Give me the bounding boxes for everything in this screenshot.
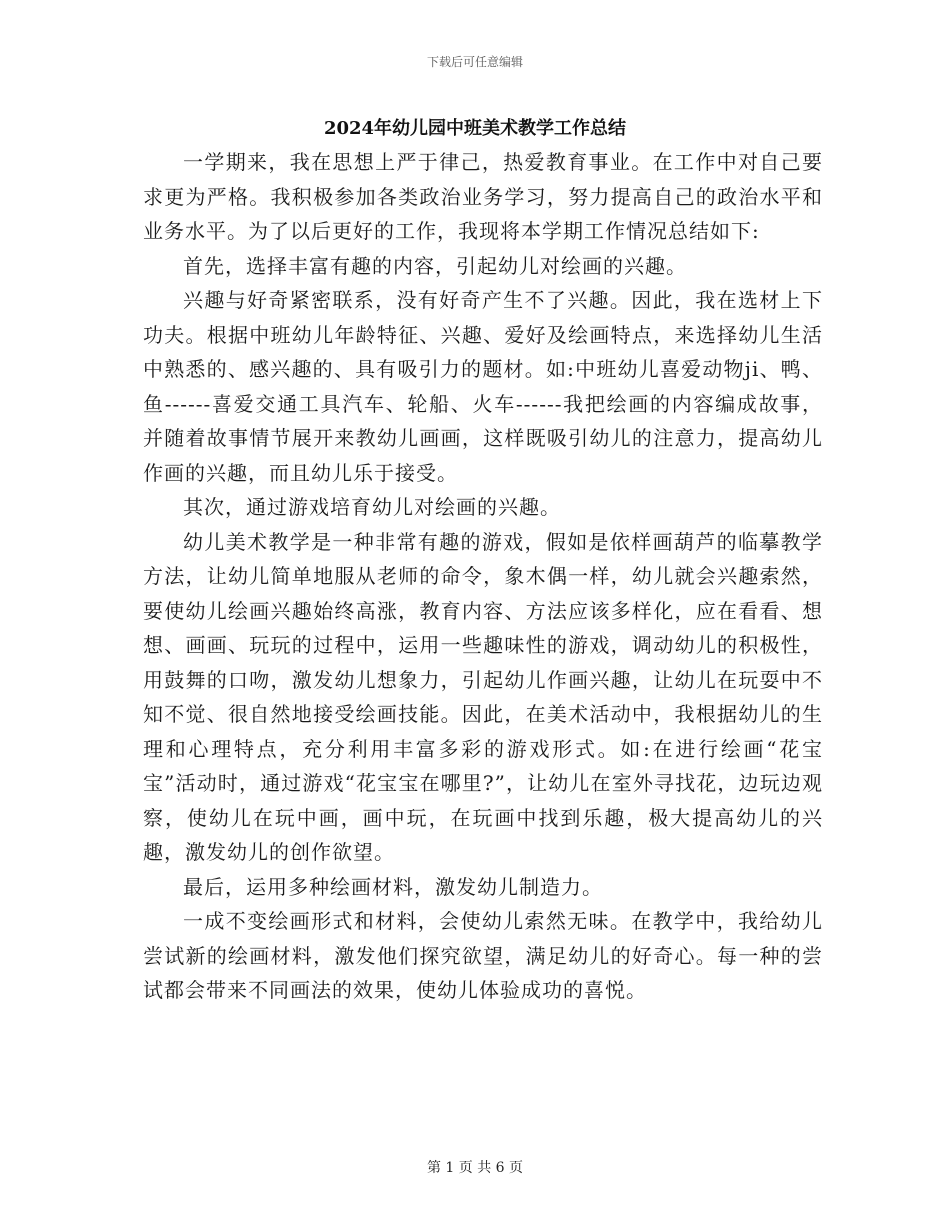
section-heading: 首先，选择丰富有趣的内容，引起幼儿对绘画的兴趣。 (183, 253, 687, 278)
section-heading: 最后，运用多种绘画材料，激发幼儿制造力。 (183, 874, 603, 899)
document-body (143, 145, 823, 1008)
paragraph: 一成不变绘画形式和材料，会使幼儿索然无味。在教学中，我给幼儿尝试新的绘画材料，激发他们探究欲望，满足幼儿的好奇心。每一种的尝试都会带来不同画法的效果，使幼儿体验成功的喜悦。 (143, 909, 823, 1002)
section-heading: 其次，通过游戏培育幼儿对绘画的兴趣。 (183, 495, 561, 519)
paragraph: 一学期来，我在思想上严于律己，热爱教育事业。在工作中对自己要求更为严格。我积极参加各类政治业务学习，努力提高自己的政治水平和业务水平。为了以后更好的工作，我现将本学期工作情况总结如下: (143, 150, 823, 243)
paragraph: 兴趣与好奇紧密联系，没有好奇产生不了兴趣。因此，我在选材上下功夫。根据中班幼儿年龄特征、兴趣、爱好及绘画特点，来选择幼儿生活中熟悉的、感兴趣的、具有吸引力的题材。如:中班幼儿喜爱动物ji、鸭、鱼------喜爱交通工具汽车、轮船、火车------我把绘画的内容编成故事，并随着故事情节展开来教幼儿画画，这样既吸引幼儿的注意力，提高幼儿作画的兴趣，而且幼儿乐于接受。 (143, 288, 823, 485)
document-title: 2024年幼儿园中班美术教学工作总结 (323, 118, 627, 139)
page-footer: 第 1 页 共 6 页 (426, 1160, 524, 1176)
header-note: 下载后可任意编辑 (426, 55, 523, 69)
paragraph: 幼儿美术教学是一种非常有趣的游戏，假如是依样画葫芦的临摹教学方法，让幼儿简单地服从老师的命令，象木偶一样，幼儿就会兴趣索然，要使幼儿绘画兴趣始终高涨，教育内容、方法应该多样化，应在看看、想想、画画、玩玩的过程中，运用一些趣味性的游戏，调动幼儿的积极性，用鼓舞的口吻，激发幼儿想象力，引起幼儿作画兴趣，让幼儿在玩耍中不知不觉、很自然地接受绘画技能。因此，在美术活动中，我根据幼儿的生理和心理特点，充分利用丰富多彩的游戏形式。如:在进行绘画“花宝宝”活动时，通过游戏“花宝宝在哪里?”，让幼儿在室外寻找花，边玩边观察，使幼儿在玩中画，画中玩，在玩画中找到乐趣，极大提高幼儿的兴趣，激发幼儿的创作欲望。 (143, 529, 823, 864)
